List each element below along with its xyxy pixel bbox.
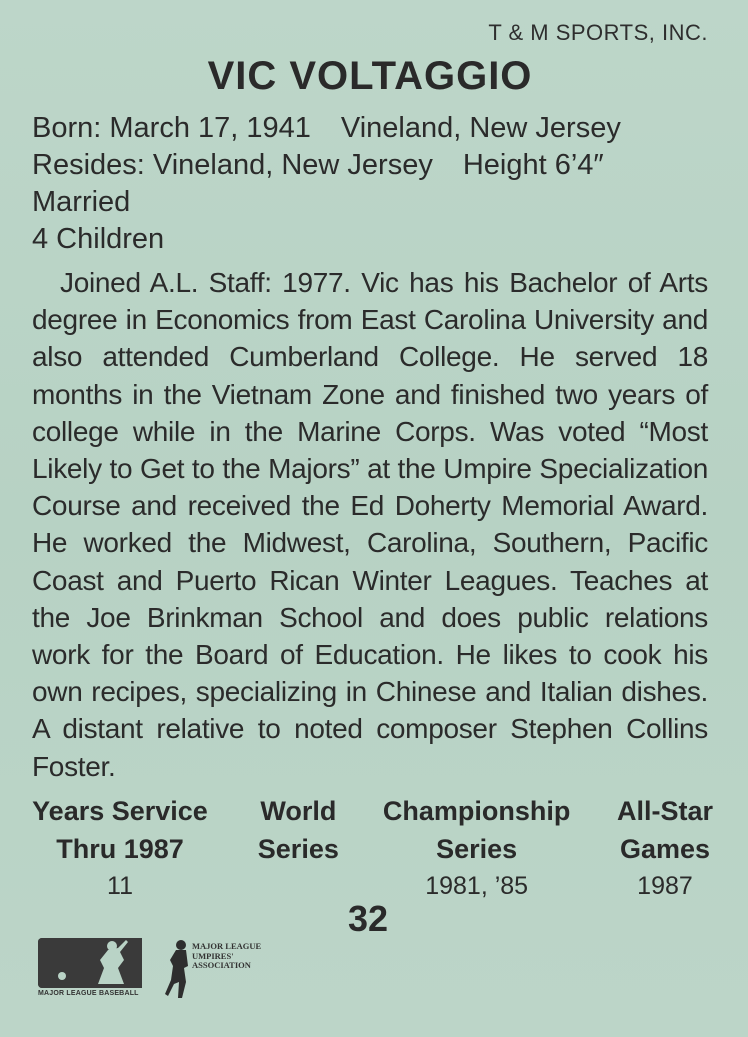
biography-paragraph: Joined A.L. Staff: 1977. Vic has his Bachelor of Arts degree in Economics from East Carolina University and also attended Cumberland College. He served 18 months in the Vietnam Zone and finished two years of college while in the Marine Corps. Was voted “Most Likely to Get to the Majors” at the Umpire Specialization Course and received the Ed Doherty Memorial Award. He worked the Midwest, Carolina, Southern, Pacific Coast and Puerto Rican Winter Leagues. Teaches at the Joe Brinkman School and does public relations work for the Board of Education. He likes to cook his own recipes, specializing in Chinese and Italian dishes. A distant relative to noted composer Stephen Collins Foster. — [32, 267, 708, 782]
children-row — [32, 221, 722, 258]
championship-series-value: 1981, ’85 — [425, 872, 529, 900]
married-row — [32, 184, 722, 221]
world-series-column — [243, 792, 353, 904]
umpire-silhouette-icon — [164, 938, 192, 1000]
umpires-association-text — [192, 942, 284, 971]
championship-series-header-2: Series — [436, 834, 518, 864]
all-star-games-column — [600, 792, 730, 904]
children-text: 4 Children — [32, 223, 165, 255]
championship-series-column — [377, 792, 577, 904]
mlb-batter-silhouette-icon — [38, 938, 142, 988]
birth-row — [32, 110, 722, 147]
umpire-name: VIC VOLTAGGIO — [207, 54, 533, 98]
residence-row — [32, 147, 722, 184]
umpires-line-3: ASSOCIATION — [192, 960, 251, 970]
umpires-line-1: MAJOR LEAGUE — [192, 941, 262, 951]
all-star-header-1: All-Star — [616, 796, 713, 826]
personal-facts — [32, 110, 722, 258]
umpires-line-2: UMPIRES' — [192, 950, 234, 961]
born-text: Born: March 17, 1941 — [32, 112, 311, 144]
years-service-value: 11 — [107, 872, 133, 900]
height-text: Height 6’4″ — [462, 149, 604, 181]
card-number: 32 — [347, 898, 389, 939]
all-star-header-2: Games — [619, 834, 711, 864]
all-star-value: 1987 — [637, 872, 693, 900]
years-service-header-2: Thru 1987 — [56, 834, 184, 864]
years-service-column — [20, 792, 220, 904]
career-stats — [20, 792, 730, 904]
publisher-label: T & M SPORTS, INC. — [488, 20, 708, 45]
married-text: Married — [32, 186, 131, 218]
years-service-header-1: Years Service — [32, 796, 208, 826]
championship-series-header-1: Championship — [382, 796, 571, 826]
resides-text: Resides: Vineland, New Jersey — [32, 149, 433, 181]
world-series-header-2: Series — [257, 834, 339, 864]
world-series-header-1: World — [260, 796, 337, 826]
birthplace-text: Vineland, New Jersey — [340, 112, 621, 144]
mlb-logo — [38, 938, 144, 1000]
mlb-logo-label: MAJOR LEAGUE BASEBALL — [38, 990, 139, 997]
umpires-association-logo — [164, 938, 284, 1000]
